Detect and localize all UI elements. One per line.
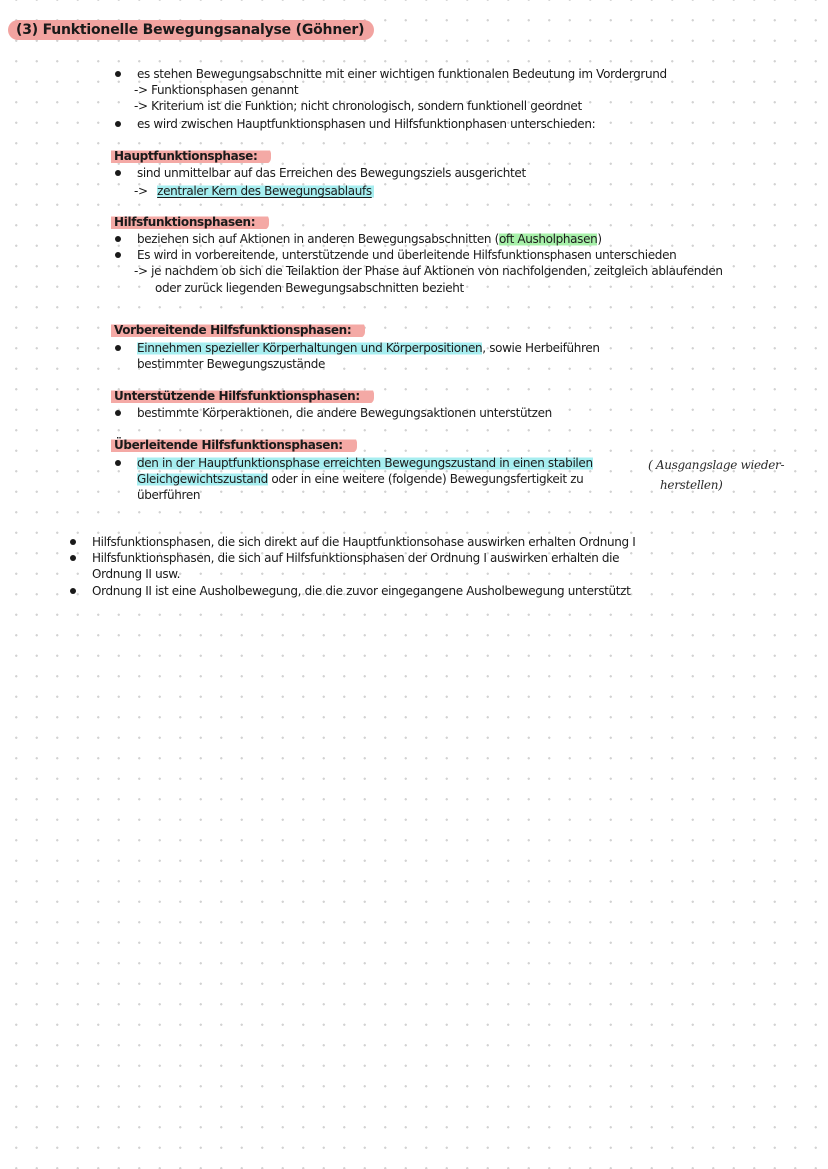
heading-hilfsfunktionsphasen: Hilfsfunktionsphasen:	[111, 214, 269, 230]
ordnung-bullet-2: Hilfsfunktionsphasen, die sich auf Hilfsfunktionsphasen der Ordnung I auswirken erhalten die	[92, 551, 620, 565]
haupt-arrow: ->	[134, 184, 148, 198]
intro-arrow-1: -> Funktionsphasen genannt	[134, 83, 299, 97]
haupt-bullet-1: sind unmittelbar auf das Erreichen des Bewegungsziels ausgerichtet	[137, 166, 526, 180]
unter-bullet-1: bestimmte Körperaktionen, die andere Bewegungsaktionen unterstützen	[137, 406, 552, 420]
intro-arrow-2: -> Kriterium ist die Funktion; nicht chronologisch, sondern funktionell geordnet	[134, 99, 582, 113]
hilfs-bullet-1-post: )	[597, 232, 602, 246]
ueber-bullet-1-highlight-2: Gleichgewichtszustand	[137, 472, 268, 486]
hilfs-arrow-1: -> je nachdem ob sich die Teilaktion der Phase auf Aktionen von nachfolgenden, zeitgleich ablaufenden	[134, 264, 723, 278]
haupt-arrow-line	[134, 183, 374, 199]
heading-ueberleitende: Überleitende Hilfsfunktionsphasen:	[111, 437, 357, 453]
ordnung-bullet-3: Ordnung II ist eine Ausholbewegung, die die zuvor eingegangene Ausholbewegung unterstützt	[92, 584, 631, 598]
ueber-bullet-1-post: oder in eine weitere (folgende) Bewegungsfertigkeit zu	[267, 472, 584, 486]
hilfs-bullet-1-pre: beziehen sich auf Aktionen in anderen Bewegungsabschnitten (	[137, 232, 499, 246]
ueber-bullet-1	[137, 455, 593, 471]
hilfs-arrow-1-cont: oder zurück liegenden Bewegungsabschnitten bezieht	[155, 281, 464, 295]
hilfs-bullet-2: Es wird in vorbereitende, unterstützende und überleitende Hilfsfunktionsphasen unterschieden	[137, 248, 677, 262]
heading-unterstuetzende: Unterstützende Hilfsfunktionsphasen:	[111, 388, 374, 404]
heading-vorbereitende: Vorbereitende Hilfsfunktionsphasen:	[111, 322, 365, 338]
vorb-bullet-1-post: , sowie Herbeiführen	[482, 341, 600, 355]
ueber-bullet-1-line2	[137, 471, 583, 487]
haupt-arrow-highlight: zentraler Kern des Bewegungsablaufs	[157, 184, 372, 198]
ordnung-bullet-2-cont: Ordnung II usw.	[92, 567, 181, 581]
heading-hauptfunktionsphase: Hauptfunktionsphase:	[111, 148, 271, 164]
handwritten-note-line-2: herstellen)	[660, 478, 723, 492]
hilfs-bullet-1	[137, 231, 602, 247]
intro-bullet-1: es stehen Bewegungsabschnitte mit einer wichtigen funktionalen Bedeutung im Vordergrund	[137, 67, 667, 81]
vorb-bullet-1	[137, 340, 600, 356]
handwritten-note-line-1: ( Ausgangslage wieder-	[648, 458, 785, 472]
hilfs-bullet-1-highlight: oft Ausholphasen	[498, 232, 598, 246]
page-title: (3) Funktionelle Bewegungsanalyse (Göhner)	[8, 20, 374, 40]
vorb-bullet-1-cont: bestimmter Bewegungszustände	[137, 357, 326, 371]
ueber-bullet-1-highlight: den in der Hauptfunktionsphase erreichten Bewegungszustand in einen stabilen	[137, 456, 593, 470]
ueber-bullet-1-cont: überführen	[137, 488, 201, 502]
intro-bullet-2: es wird zwischen Hauptfunktionsphasen und Hilfsfunktionphasen unterschieden:	[137, 117, 596, 131]
ordnung-bullet-1: Hilfsfunktionsphasen, die sich direkt auf die Hauptfunktionsohase auswirken erhalten Ordnung I	[92, 535, 636, 549]
vorb-bullet-1-highlight: Einnehmen spezieller Körperhaltungen und Körperpositionen	[137, 341, 483, 355]
